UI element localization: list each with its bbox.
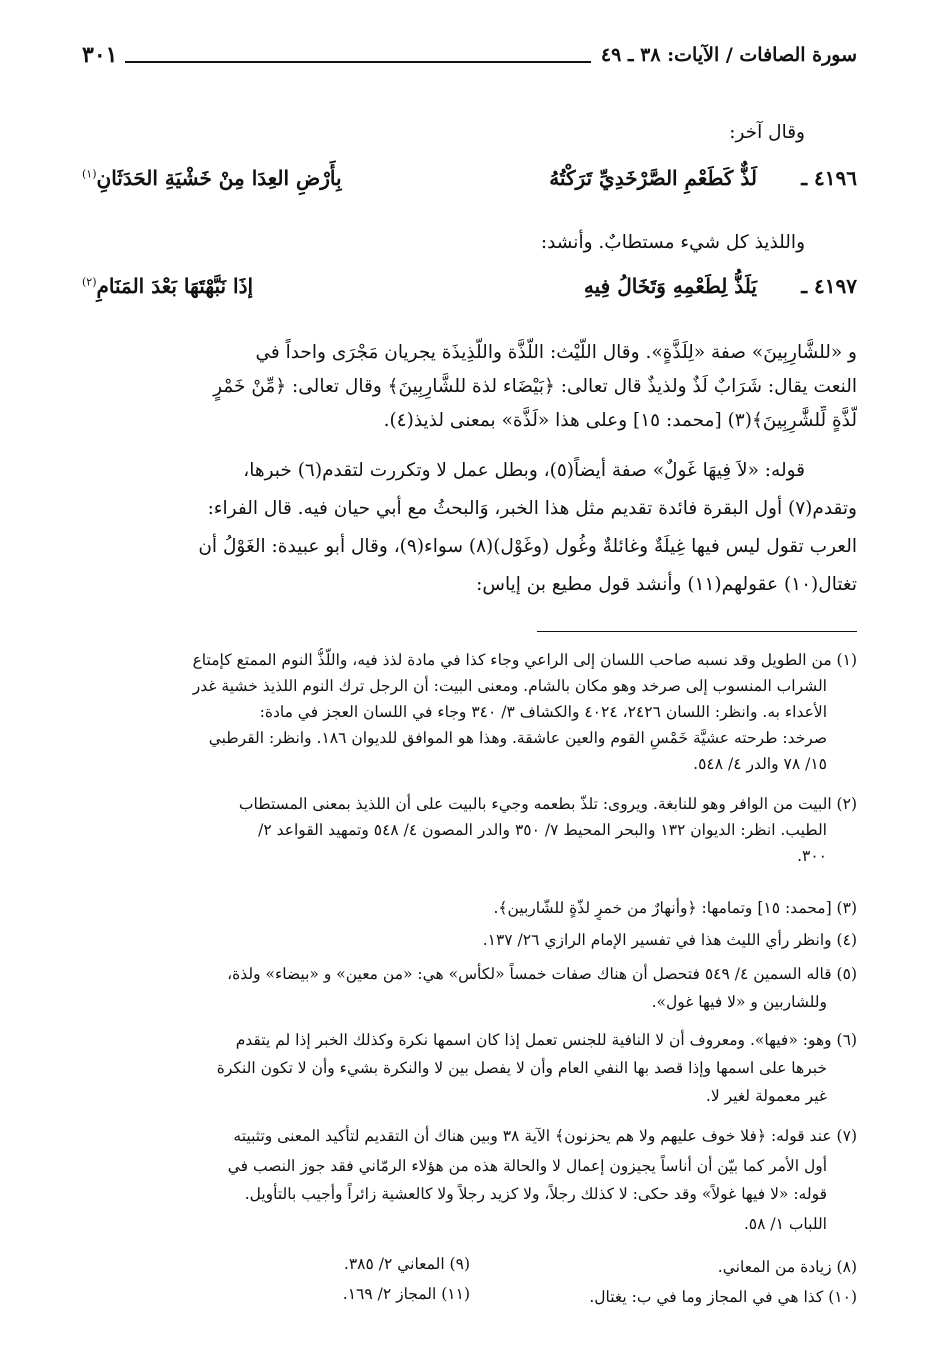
paragraph-1-line-3: لَّذَّةٍ لِّلشَّٰرِبِينَ﴾(٣) [محمد: ١٥] وعلى هذا «لَذَّة» بمعنى لذيذ(٤).: [383, 410, 857, 431]
text-line: واللذيذ كل شيء مستطابٌ. وأنشد:: [540, 232, 805, 253]
footnote-3: (٣) [محمد: ١٥] وتمامها: ﴿وأنهارٌ من خمرٍ لذّةٍ للشّاربين﴾.: [493, 899, 857, 917]
footnote-6-line-3: غير معمولة لغير لا.: [705, 1087, 827, 1105]
footnote-6-line-1: (٦) وهو: «فيها». ومعروف أن لا النافية للجنس تعمل إذا كان اسمها نكرة وكذلك الخبر إذا لم يتقدم: [235, 1031, 857, 1049]
footnote-4: (٤) وانظر رأي الليث هذا في تفسير الإمام الرازي ٢٦/ ١٣٧.: [482, 931, 857, 949]
footnote-ref: (١): [82, 167, 97, 181]
footnote-1-line-4: صرخد: طرحته عشيَّة خَمْسِ القوم والعين عاشقة. وهذا هو الموافق للديوان ١٨٦. وانظر: القرطبي: [208, 729, 827, 747]
footnote-7-line-3: قوله: «لا فيها غولاً» وقد حكى: لا كذلك رجلاً، ولا كزيد رجلاً ولا كالعشية زائراً وأجيب بالتأويل.: [244, 1185, 827, 1203]
verse-4197: [82, 268, 857, 308]
verse-first-hemistich: يَلَذُّ لِطَعْمِهِ وَتَخَالُ فِيهِ: [583, 274, 757, 298]
verse-second-hemistich: إذَا نَبَّهْتَهَا بَعْدَ المَنَامِ$^{(٢)}$: [82, 274, 254, 298]
header-rule: [125, 61, 590, 63]
paragraph-1-line-1: و «للشَّارِبِينَ» صفة «لِلَذَّةٍ». وقال اللَّيْث: اللَّذَّة واللَّذِيذَة يجريان مَجْرَى واحداً في: [255, 342, 857, 363]
footnote-5-line-1: (٥) قاله السمين ٤/ ٥٤٩ فتحصل أن هناك صفات خمساً «لكأس» هي: «من معين» و «بيضاء» ولذة،: [227, 965, 857, 983]
footnote-2-line-3: ٣٠٠.: [797, 847, 827, 865]
verse-number: ٤١٩٦ ـ: [801, 166, 857, 190]
footnote-9: (٩) المعاني ٢/ ٣٨٥.: [343, 1255, 470, 1273]
paragraph-1-line-2: النعت يقال: شَرَابٌ لَذٌ ولذيذٌ قال تعالى: ﴿بَيْضَاء لذة للشَّارِبِينَ﴾ وقال تعالى: ﴿مِّنْ خَمْرٍ: [213, 376, 857, 397]
verse-4196: [82, 160, 857, 200]
footnote-1-line-3: الأعداء به. وانظر: اللسان ٢٤٢٦، ٤٠٢٤ والكشاف ٣/ ٣٤٠ وجاء في اللسان العجز في مادة:: [259, 703, 827, 721]
footnote-2-line-2: الطيب. انظر: الديوان ١٣٢ والبحر المحيط ٧/ ٣٥٠ والدر المصون ٤/ ٥٤٨ وتمهيد القواعد ٢/: [258, 821, 827, 839]
footnote-1-line-5: ١٥/ ٧٨ والدر ٤/ ٥٤٨.: [693, 755, 827, 773]
footnote-separator: [537, 631, 857, 632]
footnote-1-line-1: (١) من الطويل وقد نسبه صاحب اللسان إلى الراعي وجاء كذا في مادة لذذ فيه، واللَّذُّ النوم الممتع كإمتاع: [192, 651, 857, 669]
footnote-5-line-2: وللشاربين و «لا فيها غول».: [651, 993, 827, 1011]
verse-first-hemistich: لَذٌّ كَطَعْمِ الصَّرْخَدِيِّ تَرَكْتُهُ: [549, 166, 757, 190]
paragraph-2-line-1: قوله: «لاَ فِيهَا غَولٌ» صفة أيضاً(٥)، وبطل عمل لا وتكررت لتقدم(٦) خبرها،: [243, 460, 805, 481]
paragraph-2-line-4: تغتال(١٠) عقولهم(١١) وأنشد قول مطيع بن إياس:: [476, 574, 857, 595]
footnote-1-line-2: الشراب المنسوب إلى صرخد وهو مكان بالشام. ومعنى البيت: أن الرجل ترك النوم اللذيذ خشية غدر: [192, 677, 827, 695]
footnote-8: (٨) زيادة من المعاني.: [717, 1258, 857, 1276]
footnote-7-line-4: اللباب ١/ ٥٨.: [743, 1215, 827, 1233]
paragraph-2-line-2: وتقدم(٧) أول البقرة فائدة تقديم مثل هذا الخبر، وَالبحثُ مع أبي حيان فيه. قال الفراء:: [207, 498, 857, 519]
paragraph-2-line-3: العرب تقول ليس فيها غِيلَةٌ وغائلةٌ وغُول (وغَوْل)(٨) سواء(٩)، وقال أبو عبيدة: الغَوْلُ أن: [198, 536, 857, 557]
verse-number: ٤١٩٧ ـ: [801, 274, 857, 298]
footnote-2-line-1: (٢) البيت من الوافر وهو للنابغة. ويروى: تلذّ بطعمه وجيء بالبيت على أن اللذيذ بمعنى المستطاب: [238, 795, 857, 813]
footnote-7-line-2: أول الأمر كما بيّن أن أناساً يجيزون إعمال لا والحالة هذه من هؤلاء الرمّاني فقد جوز النصب في: [227, 1157, 827, 1175]
page-header: [82, 38, 857, 72]
page-number: ٣٠١: [82, 42, 118, 68]
footnote-ref: (٢): [82, 275, 97, 289]
verse-second-hemistich: بِأَرْضِ العِدَا مِنْ خَشْيَةِ الحَدَثَانِ$^{(١)}$: [82, 166, 342, 190]
footnote-6-line-2: خبرها على اسمها وإذا قصد بها النفي العام وأن لا يفصل بين لا والنكرة بشيء وأن لا تكون النكرة: [216, 1059, 827, 1077]
running-title: سورة الصافات / الآيات: ٣٨ ـ ٤٩: [600, 44, 857, 66]
intro-line: وقال آخر:: [729, 122, 805, 143]
footnote-11: (١١) المجاز ٢/ ١٦٩.: [342, 1285, 470, 1303]
footnote-7-line-1: (٧) عند قوله: ﴿فلا خوف عليهم ولا هم يحزنون﴾ الآية ٣٨ وبين هناك أن التقديم لتأكيد المعنى وتثبيته: [233, 1127, 857, 1145]
footnote-10: (١٠) كذا هي في المجاز وما في ب: يغتال.: [589, 1288, 857, 1306]
